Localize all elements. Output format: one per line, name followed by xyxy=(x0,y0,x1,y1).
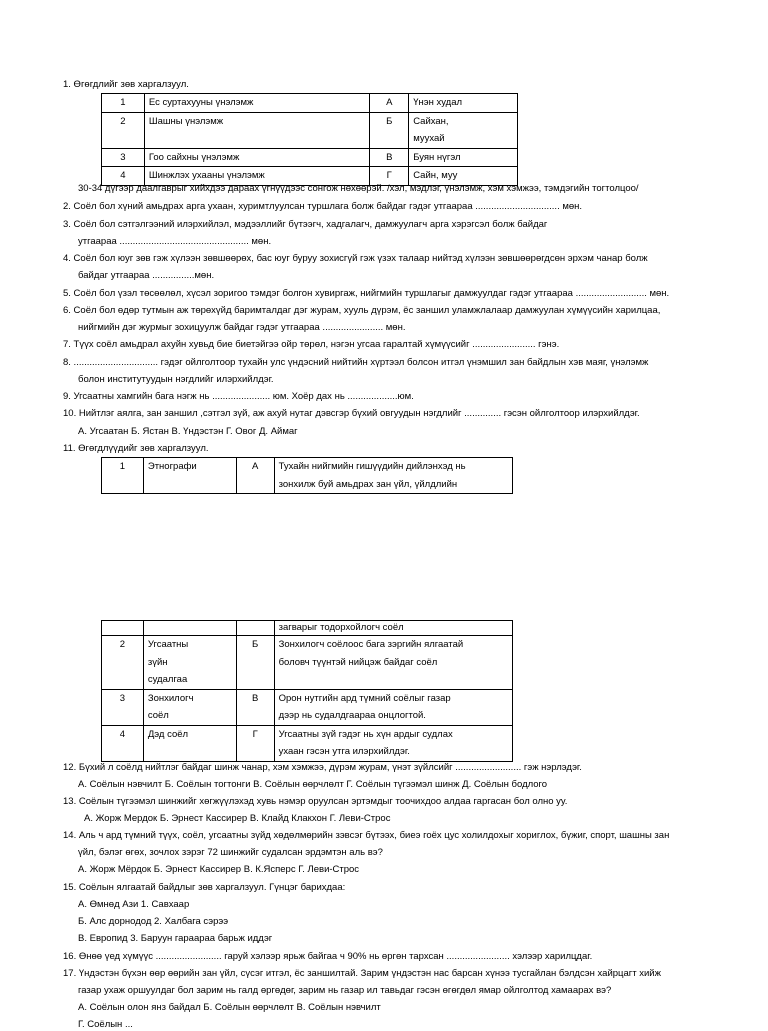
matching-table-1 xyxy=(101,93,518,186)
letter-cell: Б xyxy=(370,112,409,148)
table-row xyxy=(102,94,518,113)
row-number: 3 xyxy=(102,689,144,725)
row-number: 2 xyxy=(102,112,145,148)
question-8-cont: болон институтуудын нэгдлийг илэрхийлдэг. xyxy=(78,374,274,385)
table-row xyxy=(102,636,513,690)
match-cell: Тухайн нийгмийн гишүүдийн дийлэнхэд нь зонхилж буй амьдрах зан үйл, үйлдлийн xyxy=(274,458,512,494)
letter-cell: Б xyxy=(236,636,274,690)
question-12-options: А. Соёлын нэвчилт Б. Соёлын тогтонги В. Соёлын өөрчлөлт Г. Соёлын түгээмэл шинж Д. Соёлын бодлого xyxy=(78,779,548,790)
letter-cell: В xyxy=(370,148,409,167)
letter-cell: А xyxy=(370,94,409,113)
match-cell: Орон нутгийн ард түмний соёлыг газар дээр нь судалдгаараа онцлогтой. xyxy=(274,689,512,725)
instruction-note: 30-34 дүгээр даалгаврыг хийхдээ дараах үгнүүдээс сонгож нөхөөрэй. /хэл, мэдлэг, үнэлэмж, хэм хэмжээ, тэмдэгийн тогтолцоо/ xyxy=(78,183,639,194)
row-number: 1 xyxy=(102,94,145,113)
match-cell: Сайн, муу xyxy=(409,167,518,186)
question-13: 13. Соёлын түгээмэл шинжийг хөгжүүлэхэд хувь нэмэр оруулсан эртэмдыг тоочихдоо алдаа гаргасан бол олно уу. xyxy=(63,796,568,807)
question-4-cont: байдаг утгаараа ................мөн. xyxy=(78,270,215,281)
letter-cell: Г xyxy=(370,167,409,186)
question-15: 15. Соёлын ялгаатай байдлыг зөв харгалзуул. Гүнцэг барихдаа: xyxy=(63,882,346,893)
question-10-options: А. Угсаатан Б. Ястан В. Үндэстэн Г. Овог Д. Аймаг xyxy=(78,426,298,437)
term-cell: Дэд соёл xyxy=(143,725,236,761)
row-number: 3 xyxy=(102,148,145,167)
question-17-cont: газар ухаж оршуулдаг бол зарим нь галд өргөдөг, зарим нь газар ил тавьдаг гэсэн өгөгдөл ямар ойлголтод хамаарах вэ? xyxy=(78,985,612,996)
question-3: 3. Соёл бол сэтгэлгээний илэрхийлэл, мэдээллийг бүтээгч, хадгалагч, дамжуулагч арга хэрэгсэл болж байдаг xyxy=(63,219,548,230)
question-14-cont: үйл, бэлэг өгөх, зочлох зэрэг 72 шинжийг судалсан эрдэмтэн аль вэ? xyxy=(78,847,383,858)
question-11-title: 11. Өгөгдлүүдийг зөв харгалзуул. xyxy=(63,443,209,454)
matching-table-2-top xyxy=(101,457,513,494)
question-17-options-cont: Г. Соёлын ... xyxy=(78,1019,133,1030)
question-17-options: А. Соёлын олон янз байдал Б. Соёлын өөрчлөлт В. Соёлын нэвчилт xyxy=(78,1002,381,1013)
table-row xyxy=(102,112,518,148)
row-number: 4 xyxy=(102,725,144,761)
question-10: 10. Нийтлэг аялга, зан заншил ,сэтгэл зүй, аж ахуй нутаг дэвсгэр бүхий овгуудын нэгдлийг .............. гэсэн ойлголтоор илэрхийлдэг. xyxy=(63,408,640,419)
letter-cell: В xyxy=(236,689,274,725)
term-cell: Шинжлэх ухааны үнэлэмж xyxy=(144,167,369,186)
match-cell: Угсаатны зүй гэдэг нь хүн ардыг судлах ухаан гэсэн утга илэрхийлдэг. xyxy=(274,725,512,761)
match-cell: Үнэн худал xyxy=(409,94,518,113)
question-6: 6. Соёл бол өдөр тутмын аж төрөхүйд баримталдаг дэг журам, хууль дүрэм, ёс заншил уламжлалаар дамжуулан хүмүүсийн харилцаа, xyxy=(63,305,661,316)
question-12: 12. Бүхий л соёлд нийтлэг байдаг шинж чанар, хэм хэмжээ, дүрэм журам, үнэт зүйлсийг ......................... гэж нэрлэдэг. xyxy=(63,762,582,773)
term-cell: Ес суртахууны үнэлэмж xyxy=(144,94,369,113)
question-2: 2. Соёл бол хүний амьдрах арга ухаан, хуримтлуулсан туршлага болж байдаг гэдэг утгаараа ................................ мөн. xyxy=(63,201,583,212)
question-5: 5. Соёл бол үзэл төсөөлөл, хүсэл зоригоо тэмдэг болгон хувиргаж, нийгмийн туршлагыг дамжуулдаг гэдэг утгаараа ........................... мөн. xyxy=(63,288,670,299)
question-1-title: 1. Өгөгдлийг зөв харгалзуул. xyxy=(63,79,189,90)
table-row xyxy=(102,725,513,761)
term-cell: Шашны үнэлэмж xyxy=(144,112,369,148)
question-17: 17. Үндэстэн бүхэн өөр өөрийн зан үйл, сүсэг итгэл, ёс заншилтай. Зарим үндэстэн нас барсан хүнээ тусгайлан бэлдсэн хайрцагт хийж xyxy=(63,968,661,979)
question-15-item-b: Б. Алс дорнодод 2. Халбага сэрээ xyxy=(78,916,229,927)
question-14-options: А. Жорж Мёрдок Б. Эрнест Кассирер В. К.Ясперс Г. Леви-Строс xyxy=(78,864,360,875)
term-cell: Гоо сайхны үнэлэмж xyxy=(144,148,369,167)
matching-table-2-bottom xyxy=(101,620,513,762)
match-cell: Сайхан, муухай xyxy=(409,112,518,148)
question-4: 4. Соёл бол юуг зөв гэж хүлээн зөвшөөрөх, бас юуг буруу зохисгүй гэж үзэх талаар нийтэд хүлээн зөвшөөрөгдсөн эрхэм чанар болж xyxy=(63,253,648,264)
term-cell: Зонхилогч соёл xyxy=(143,689,236,725)
question-9: 9. Угсаатны хамгийн бага нэгж нь ...................... юм. Хоёр дах нь ...................юм. xyxy=(63,391,414,402)
match-cell: Зонхилогч соёлоос бага зэргийн ялгаатай боловч түүнтэй нийцэж байдаг соёл xyxy=(274,636,512,690)
question-7: 7. Түүх соёл амьдрал ахуйн хувьд бие биетэйгээ ойр төрөл, нэгэн угсаа гаралтай хүмүүсийг ........................ гэнэ. xyxy=(63,339,560,350)
question-13-options: А. Жорж Мердок Б. Эрнест Кассирер В. Клайд Клакхон Г. Леви-Строс xyxy=(84,813,391,824)
question-15-item-c: В. Европид 3. Баруун гараараа барьж иддэг xyxy=(78,933,273,944)
row-number: 4 xyxy=(102,167,145,186)
question-3-cont: утгаараа ................................................. мөн. xyxy=(78,236,272,247)
match-cell: Буян нүгэл xyxy=(409,148,518,167)
question-16: 16. Өнөө үед хүмүүс ......................... гаруй хэлээр ярьж байгаа ч 90% нь өргөн тархсан ........................ хэлээр харилцдаг. xyxy=(63,951,593,962)
question-8: 8. ................................ гэдэг ойлголтоор тухайн улс үндэсний нийтийн хүртээл болсон итгэл үнэмшил зан байдлын хэв маяг, үнэлэмж xyxy=(63,357,649,368)
term-cell: Этнографи xyxy=(143,458,236,494)
row-number: 1 xyxy=(102,458,144,494)
table-row xyxy=(102,458,513,494)
term-cell: Угсаатны зүйн судалгаа xyxy=(143,636,236,690)
table-row xyxy=(102,689,513,725)
match-cell: загварыг тодорхойлогч соёл xyxy=(274,621,512,636)
letter-cell: А xyxy=(236,458,274,494)
question-14: 14. Аль ч ард түмний түүх, соёл, угсаатны зүйд хөдөлмөрийн зэвсэг бүтээх, биеэ гоёх цус холилдохыг хориглох, бүжиг, спорт, шашны зан xyxy=(63,830,670,841)
row-number: 2 xyxy=(102,636,144,690)
table-row xyxy=(102,148,518,167)
table-row xyxy=(102,621,513,636)
letter-cell: Г xyxy=(236,725,274,761)
question-6-cont: нийгмийн дэг журмыг зохицуулж байдаг гэдэг утгаараа ....................... мөн. xyxy=(78,322,406,333)
question-15-item-a: А. Өмнөд Ази 1. Савхаар xyxy=(78,899,190,910)
